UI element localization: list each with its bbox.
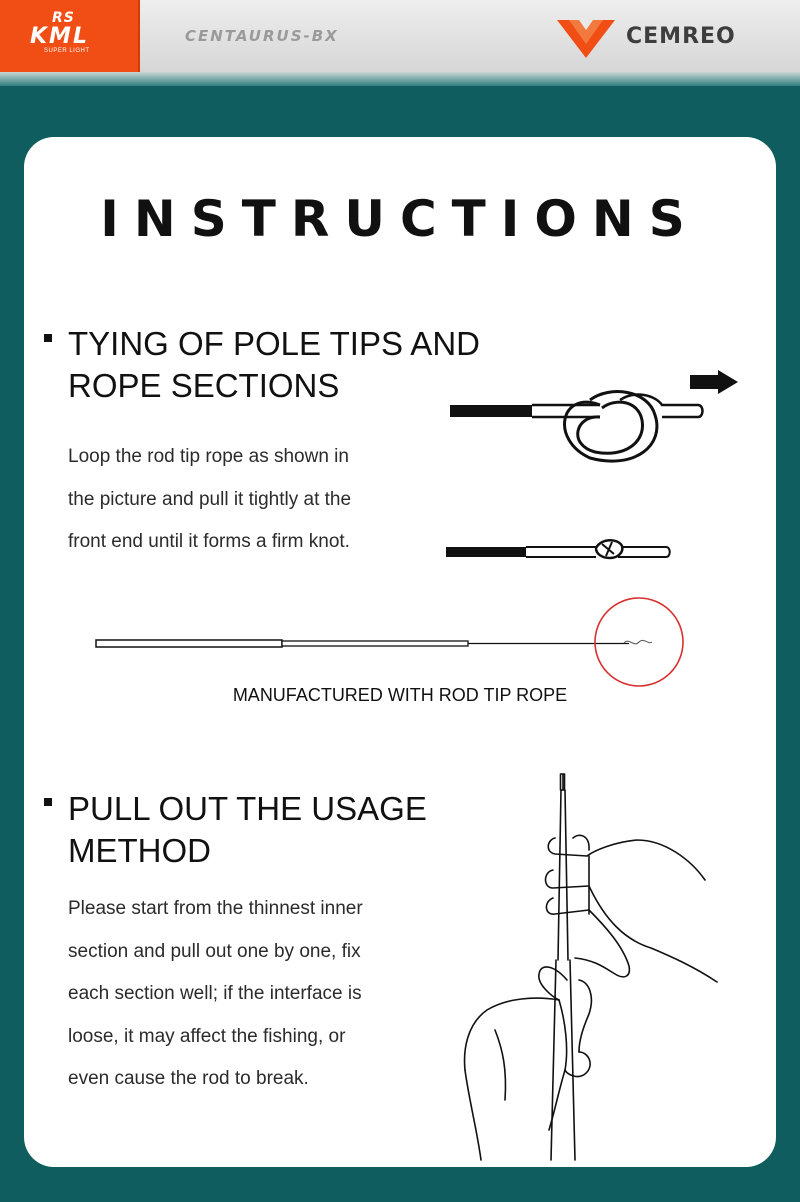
header-bar — [0, 0, 800, 73]
section2-heading — [68, 788, 427, 872]
section1-bullet-icon — [44, 334, 52, 342]
logo-main-text: KML — [30, 24, 89, 49]
section2-body — [68, 888, 363, 1101]
rs-kml-logo — [0, 0, 140, 72]
section2-body-line: even cause the rod to break. — [68, 1068, 309, 1089]
section1-heading — [68, 323, 480, 407]
rod-tip-caption: MANUFACTURED WITH ROD TIP ROPE — [232, 685, 568, 705]
cemreo-logo-icon — [557, 18, 615, 58]
hands-pulling-rod-illustration — [455, 770, 755, 1170]
knot-tight-illustration — [446, 536, 676, 566]
section2-body-line: section and pull out one by one, fix — [68, 940, 361, 962]
logo-sub-text: SUPER LIGHT — [44, 48, 90, 54]
section2-body-line: each section well; if the interface is — [68, 983, 362, 1004]
section1-body — [68, 436, 351, 564]
section1-heading-line: TYING OF POLE TIPS AND — [68, 325, 480, 362]
header-divider — [0, 72, 800, 86]
section2-bullet-icon — [44, 798, 52, 806]
section2-body-line: Please start from the thinnest inner — [68, 898, 363, 919]
model-name: CENTAURUS-BX — [185, 27, 339, 45]
section1-body-line: front end until it forms a firm knot. — [68, 531, 350, 552]
section1-body-line: Loop the rod tip rope as shown in — [68, 446, 349, 467]
brand-name: CEMREO — [626, 24, 736, 49]
logo-top-text: RS — [52, 10, 75, 26]
section2-heading-line: PULL OUT THE USAGE — [68, 790, 427, 827]
page-title: INSTRUCTIONS — [100, 190, 700, 248]
section2-heading-line: METHOD — [68, 832, 211, 869]
section1-heading-line: ROPE SECTIONS — [68, 367, 340, 404]
rod-tip-rope-illustration — [94, 596, 694, 696]
section2-body-line: loose, it may affect the fishing, or — [68, 1025, 346, 1047]
knot-loop-illustration — [450, 370, 750, 470]
section1-body-line: the picture and pull it tightly at the — [68, 488, 352, 510]
